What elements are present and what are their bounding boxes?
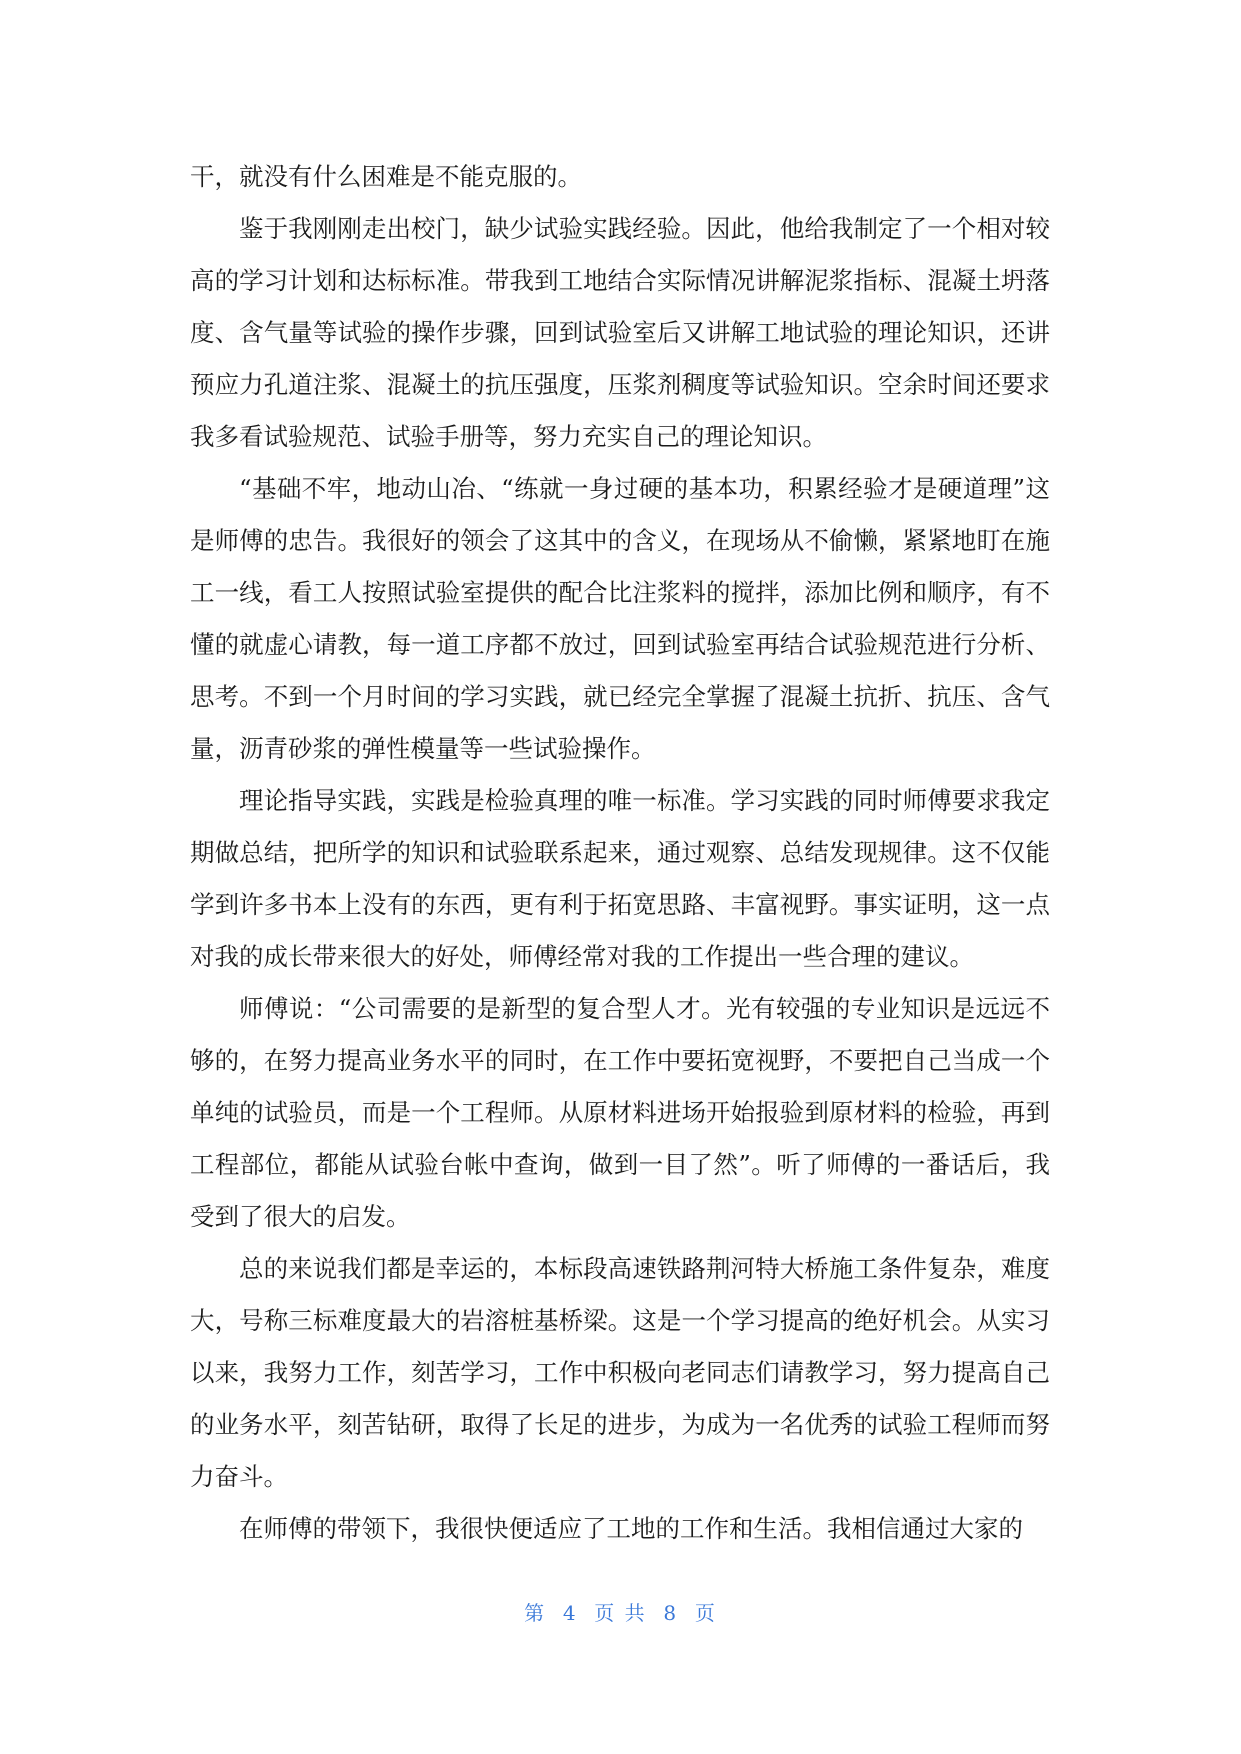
page-number-footer: 第 4 页 共 8 页 xyxy=(524,1601,717,1625)
paragraph: 总的来说我们都是幸运的，本标段高速铁路荆河特大桥施工条件复杂，难度大，号称三标难度最大的岩溶桩基桥梁。这是一个学习提高的绝好机会。从实习以来，我努力工作，刻苦学习，工作中积极向老同志们请教学习，努力提高自己的业务水平，刻苦钻研，取得了长足的进步，为成为一名优秀的试验工程师而努力奋斗。 xyxy=(190,1254,1050,1491)
paragraph: 在师傅的带领下，我很快便适应了工地的工作和生活。我相信通过大家的 xyxy=(239,1514,1023,1543)
paragraph-continuation: 干，就没有什么困难是不能克服的。 xyxy=(190,162,582,191)
paragraph: “基础不牢，地动山冶、“练就一身过硬的基本功，积累经验才是硬道理”这是师傅的忠告。我很好的领会了这其中的含义，在现场从不偷懒，紧紧地盯在施工一线，看工人按照试验室提供的配合比注浆料的搅拌，添加比例和顺序，有不懂的就虚心请教，每一道工序都不放过，回到试验室再结合试验规范进行分析、思考。不到一个月时间的学习实践，就已经完全掌握了混凝土抗折、抗压、含气量，沥青砂浆的弹性模量等一些试验操作。 xyxy=(190,474,1050,763)
paragraph: 理论指导实践，实践是检验真理的唯一标准。学习实践的同时师傅要求我定期做总结，把所学的知识和试验联系起来，通过观察、总结发现规律。这不仅能学到许多书本上没有的东西，更有利于拓宽思路、丰富视野。事实证明，这一点对我的成长带来很大的好处，师傅经常对我的工作提出一些合理的建议。 xyxy=(190,786,1050,971)
paragraph: 鉴于我刚刚走出校门，缺少试验实践经验。因此，他给我制定了一个相对较高的学习计划和达标标准。带我到工地结合实际情况讲解泥浆指标、混凝土坍落度、含气量等试验的操作步骤，回到试验室后又讲解工地试验的理论知识，还讲预应力孔道注浆、混凝土的抗压强度，压浆剂稠度等试验知识。空余时间还要求我多看试验规范、试验手册等，努力充实自己的理论知识。 xyxy=(190,214,1050,451)
paragraph: 师傅说：“公司需要的是新型的复合型人才。光有较强的专业知识是远远不够的，在努力提高业务水平的同时，在工作中要拓宽视野，不要把自己当成一个单纯的试验员，而是一个工程师。从原材料进场开始报验到原材料的检验，再到工程部位，都能从试验台帐中查询，做到一目了然”。听了师傅的一番话后，我受到了很大的启发。 xyxy=(190,994,1050,1231)
body-text xyxy=(190,151,1050,1555)
